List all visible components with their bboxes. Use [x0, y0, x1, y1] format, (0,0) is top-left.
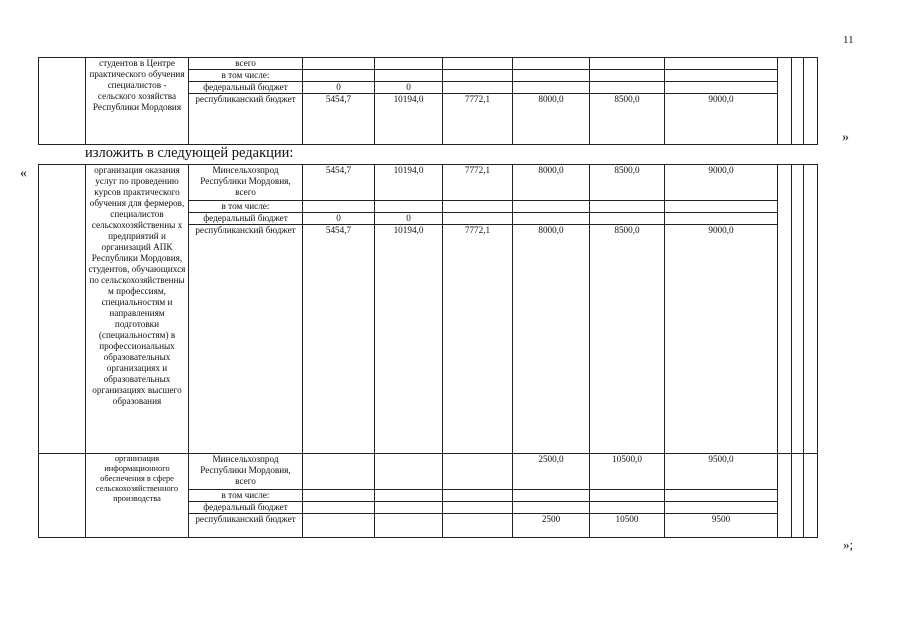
- measure-name: студентов в Центре практического обучения специалистов - сельского хозяйства Республики Мордовия: [86, 58, 189, 145]
- value-cell: 10500,0: [590, 454, 665, 490]
- value-cell: [665, 213, 778, 225]
- row-label: республиканский бюджет: [189, 225, 303, 454]
- value-cell: [443, 70, 513, 82]
- value-cell: [375, 201, 443, 213]
- value-cell: [375, 490, 443, 502]
- opening-quote: «: [20, 166, 27, 181]
- value-cell: [375, 454, 443, 490]
- value-cell: 9000,0: [665, 165, 778, 201]
- value-cell: [590, 58, 665, 70]
- value-cell: [443, 213, 513, 225]
- value-cell: 2500,0: [513, 454, 590, 490]
- table-cell: [778, 58, 792, 145]
- value-cell: [513, 58, 590, 70]
- row-label: в том числе:: [189, 201, 303, 213]
- old-table-fragment: [38, 57, 818, 145]
- value-cell: [513, 70, 590, 82]
- value-cell: [375, 502, 443, 514]
- value-cell: [303, 514, 375, 538]
- value-cell: 10500: [590, 514, 665, 538]
- row-label: всего: [189, 58, 303, 70]
- value-cell: [590, 82, 665, 94]
- table-cell: [39, 165, 86, 454]
- value-cell: [303, 502, 375, 514]
- value-cell: [665, 201, 778, 213]
- value-cell: 7772,1: [443, 225, 513, 454]
- value-cell: 7772,1: [443, 165, 513, 201]
- value-cell: [443, 82, 513, 94]
- amendment-heading: изложить в следующей редакции:: [85, 145, 294, 161]
- row-label: федеральный бюджет: [189, 502, 303, 514]
- new-table-fragment: [38, 164, 818, 538]
- value-cell: [375, 70, 443, 82]
- value-cell: 10194,0: [375, 165, 443, 201]
- table-cell: [39, 58, 86, 145]
- value-cell: 10194,0: [375, 225, 443, 454]
- value-cell: [443, 490, 513, 502]
- closing-quote: »: [842, 130, 849, 145]
- value-cell: 8000,0: [513, 225, 590, 454]
- value-cell: [590, 70, 665, 82]
- value-cell: 8000,0: [513, 165, 590, 201]
- measure-name: организация информационного обеспечения в сфере сельскохозяйственного производства: [86, 454, 189, 538]
- value-cell: [513, 213, 590, 225]
- value-cell: [303, 454, 375, 490]
- table-cell: [792, 58, 804, 145]
- value-cell: [665, 502, 778, 514]
- value-cell: 9000,0: [665, 225, 778, 454]
- value-cell: [665, 58, 778, 70]
- value-cell: 5454,7: [303, 225, 375, 454]
- table-cell: [804, 58, 818, 145]
- value-cell: [443, 201, 513, 213]
- value-cell: 8500,0: [590, 165, 665, 201]
- value-cell: [303, 490, 375, 502]
- row-label: республиканский бюджет: [189, 94, 303, 145]
- value-cell: [303, 70, 375, 82]
- value-cell: [665, 82, 778, 94]
- value-cell: [590, 213, 665, 225]
- page-number: 11: [843, 34, 854, 46]
- row-label: федеральный бюджет: [189, 213, 303, 225]
- row-label: в том числе:: [189, 490, 303, 502]
- value-cell: [303, 201, 375, 213]
- value-cell: [375, 514, 443, 538]
- value-cell: 8000,0: [513, 94, 590, 145]
- value-cell: [590, 502, 665, 514]
- value-cell: [513, 82, 590, 94]
- measure-name: организация оказания услуг по проведению курсов практического обучения для фермеров, специалистов сельскохозяйственны х предприятий и организаций АПК Республики Мордовия, студентов, обучающихся по сельскохозяйственны м профессиям, специальностям и направлениям подготовки (специальностям) в профессиональных образовательных организациях и образовательных организациях высшего образования: [86, 165, 189, 454]
- value-cell: 8500,0: [590, 94, 665, 145]
- value-cell: [513, 201, 590, 213]
- closing-quote-semicolon: »;: [843, 537, 854, 552]
- value-cell: 9500,0: [665, 454, 778, 490]
- value-cell: [443, 514, 513, 538]
- value-cell: 0: [375, 213, 443, 225]
- table-cell: [792, 165, 804, 454]
- value-cell: 10194,0: [375, 94, 443, 145]
- value-cell: 9000,0: [665, 94, 778, 145]
- value-cell: [513, 490, 590, 502]
- table-row: [39, 454, 818, 490]
- value-cell: [590, 201, 665, 213]
- row-label: Минсельхозпрод Республики Мордовия, всего: [189, 165, 303, 201]
- row-label: в том числе:: [189, 70, 303, 82]
- value-cell: [513, 502, 590, 514]
- value-cell: [303, 58, 375, 70]
- table-row: [39, 58, 818, 70]
- value-cell: [443, 58, 513, 70]
- table-cell: [39, 454, 86, 538]
- table-row: [39, 165, 818, 201]
- value-cell: 5454,7: [303, 165, 375, 201]
- value-cell: 5454,7: [303, 94, 375, 145]
- value-cell: [665, 70, 778, 82]
- table-cell: [792, 454, 804, 538]
- value-cell: [443, 454, 513, 490]
- value-cell: 7772,1: [443, 94, 513, 145]
- table-cell: [804, 454, 818, 538]
- value-cell: 0: [303, 213, 375, 225]
- value-cell: 2500: [513, 514, 590, 538]
- table-cell: [778, 454, 792, 538]
- value-cell: 8500,0: [590, 225, 665, 454]
- table-cell: [778, 165, 792, 454]
- value-cell: [443, 502, 513, 514]
- value-cell: [375, 58, 443, 70]
- value-cell: [590, 490, 665, 502]
- value-cell: 0: [375, 82, 443, 94]
- value-cell: 0: [303, 82, 375, 94]
- table-cell: [804, 165, 818, 454]
- row-label: федеральный бюджет: [189, 82, 303, 94]
- value-cell: [665, 490, 778, 502]
- value-cell: 9500: [665, 514, 778, 538]
- row-label: Минсельхозпрод Республики Мордовия, всего: [189, 454, 303, 490]
- row-label: республиканский бюджет: [189, 514, 303, 538]
